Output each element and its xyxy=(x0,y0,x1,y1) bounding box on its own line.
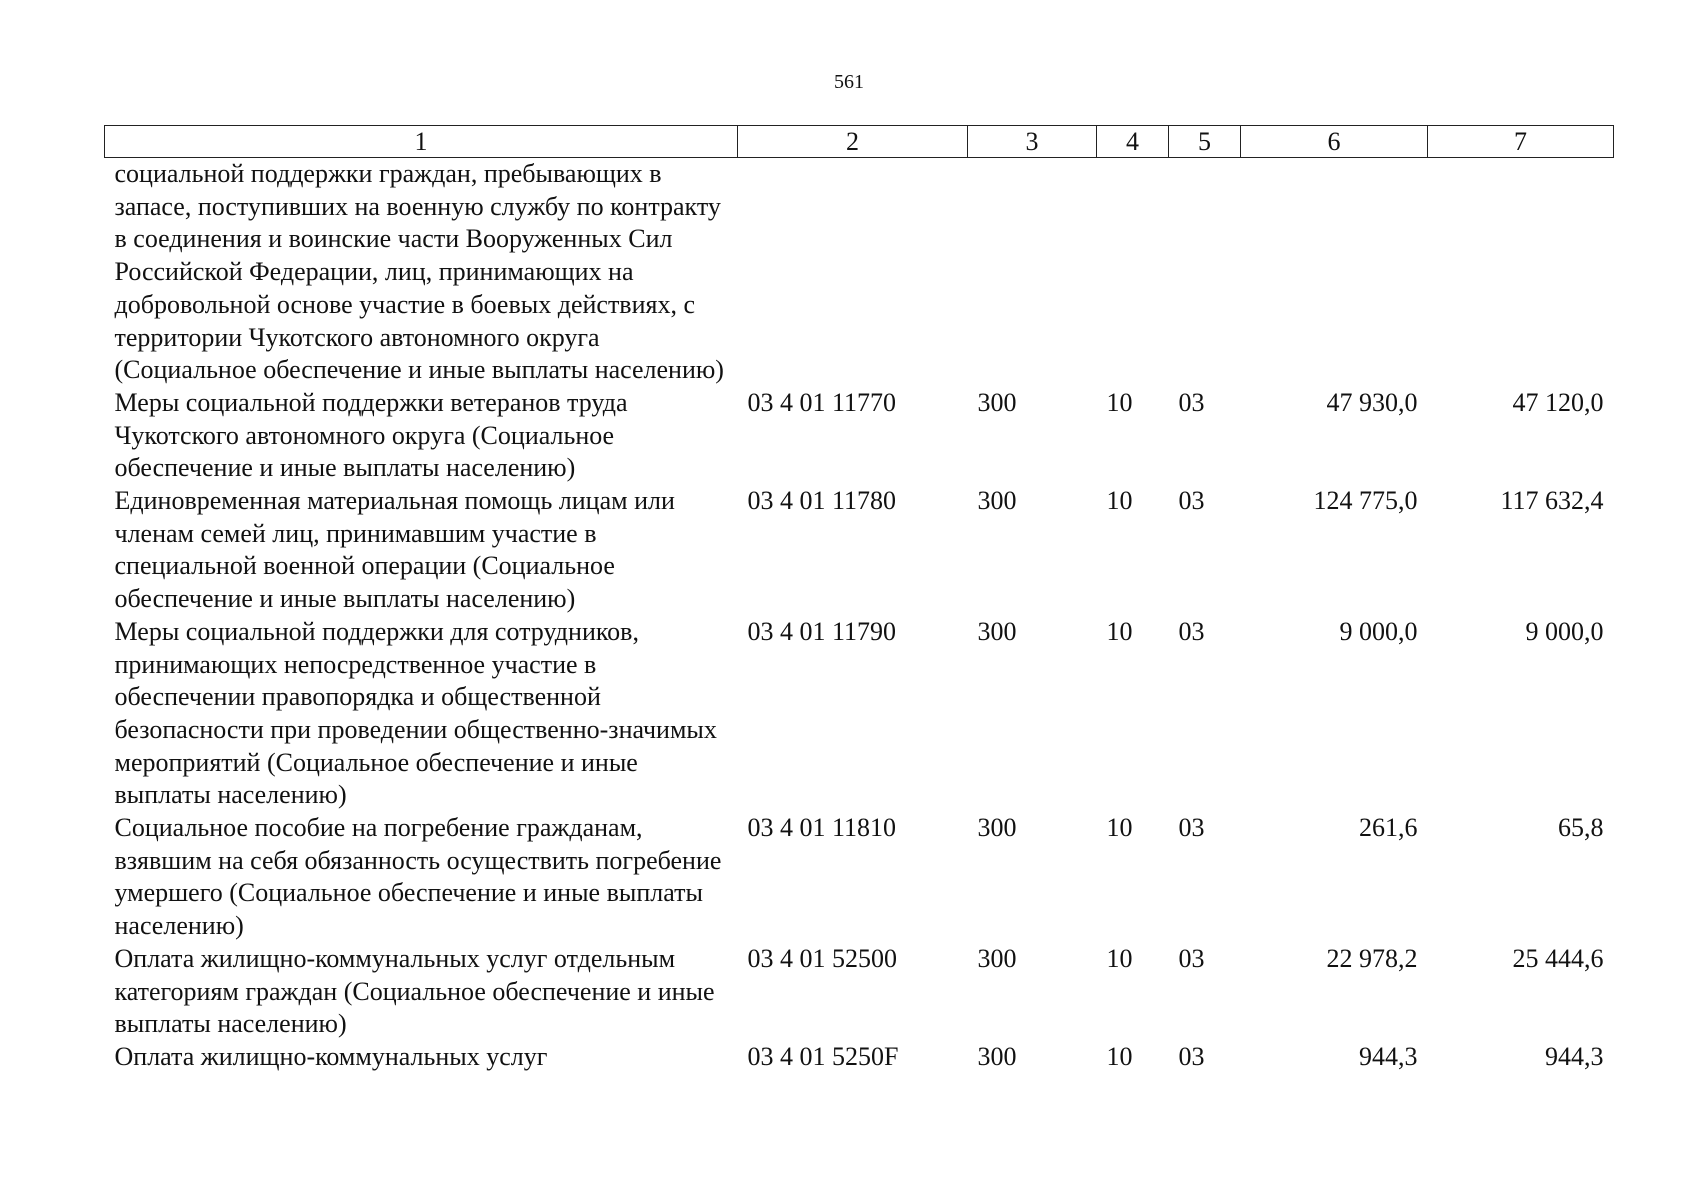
row-subsection: 03 xyxy=(1178,486,1205,516)
row-subsection: 03 xyxy=(1178,1041,1205,1071)
table-row xyxy=(105,812,1614,943)
row-amount-col6: 47 930,0 xyxy=(1326,387,1418,417)
row-section: 10 xyxy=(1106,387,1133,417)
row-description: Оплата жилищно-коммунальных услуг xyxy=(114,1041,548,1071)
column-header-2: 2 xyxy=(738,126,968,158)
table-header xyxy=(105,126,1614,158)
row-description: Социальное пособие на погребение гражданам, взявшим на себя обязанность осуществить погребение умершего (Социальное обеспечение и иные выплаты населению) xyxy=(114,813,722,941)
row-description: Меры социальной поддержки для сотрудников, принимающих непосредственное участие в обеспечении правопорядка и общественной безопасности при проведении общественно-значимых мероприятий (Социальное обеспечение и иные выплаты населению) xyxy=(114,616,717,810)
budget-table-container xyxy=(104,125,1613,1074)
row-target-code: 03 4 01 52500 xyxy=(747,943,897,973)
row-amount-col6: 124 775,0 xyxy=(1313,486,1418,516)
table-row xyxy=(105,387,1614,485)
row-amount-col7: 9 000,0 xyxy=(1525,616,1604,646)
row-target-code: 03 4 01 11770 xyxy=(747,387,897,417)
row-subsection xyxy=(1169,158,1241,387)
row-expense-type xyxy=(968,158,1097,387)
row-expense-type: 300 xyxy=(977,486,1017,516)
row-section xyxy=(1097,158,1169,387)
row-subsection: 03 xyxy=(1178,943,1205,973)
table-row xyxy=(105,485,1614,616)
column-header-3: 3 xyxy=(968,126,1097,158)
row-section: 10 xyxy=(1106,616,1133,646)
row-section: 10 xyxy=(1106,1041,1133,1071)
row-description: Меры социальной поддержки ветеранов труда Чукотского автономного округа (Социальное обеспечение и иные выплаты населению) xyxy=(114,387,628,483)
row-expense-type: 300 xyxy=(977,943,1017,973)
row-amount-col6: 261,6 xyxy=(1359,813,1418,843)
row-description: социальной поддержки граждан, пребывающих в запасе, поступивших на военную службу по контракту в соединения и воинские части Вооруженных Сил Российской Федерации, лиц, принимающих на добровольной основе участие в боевых действиях, с территории Чукотского автономного округа (Социальное обеспечение и иные выплаты населению) xyxy=(114,159,724,385)
table-row xyxy=(105,616,1614,812)
table-row xyxy=(105,943,1614,1041)
table-row xyxy=(105,1041,1614,1074)
row-section: 10 xyxy=(1106,943,1133,973)
row-amount-col6 xyxy=(1241,158,1428,387)
column-header-5: 5 xyxy=(1169,126,1241,158)
row-amount-col7: 47 120,0 xyxy=(1512,387,1604,417)
column-header-4: 4 xyxy=(1097,126,1169,158)
column-header-1: 1 xyxy=(105,126,738,158)
row-expense-type: 300 xyxy=(977,387,1017,417)
row-description: Единовременная материальная помощь лицам или членам семей лиц, принимавшим участие в специальной военной операции (Социальное обеспечение и иные выплаты населению) xyxy=(114,486,675,614)
row-expense-type: 300 xyxy=(977,813,1017,843)
budget-table xyxy=(104,125,1614,1074)
row-amount-col6: 944,3 xyxy=(1359,1041,1418,1071)
table-row xyxy=(105,158,1614,387)
row-amount-col7: 944,3 xyxy=(1545,1041,1604,1071)
table-body xyxy=(105,158,1614,1074)
row-expense-type: 300 xyxy=(977,616,1017,646)
row-amount-col6: 22 978,2 xyxy=(1326,943,1418,973)
row-expense-type: 300 xyxy=(977,1041,1017,1071)
row-target-code: 03 4 01 11810 xyxy=(747,813,897,843)
header-row xyxy=(105,126,1614,158)
row-target-code xyxy=(738,158,968,387)
row-section: 10 xyxy=(1106,486,1133,516)
row-description: Оплата жилищно-коммунальных услуг отдельным категориям граждан (Социальное обеспечение и иные выплаты населению) xyxy=(114,943,715,1039)
column-header-6: 6 xyxy=(1241,126,1428,158)
row-target-code: 03 4 01 11790 xyxy=(747,616,897,646)
row-amount-col6: 9 000,0 xyxy=(1339,616,1418,646)
row-amount-col7 xyxy=(1428,158,1614,387)
row-subsection: 03 xyxy=(1178,387,1205,417)
row-target-code: 03 4 01 5250F xyxy=(747,1041,899,1071)
row-amount-col7: 65,8 xyxy=(1558,813,1604,843)
row-subsection: 03 xyxy=(1178,813,1205,843)
row-amount-col7: 117 632,4 xyxy=(1500,486,1604,516)
row-target-code: 03 4 01 11780 xyxy=(747,486,897,516)
column-header-7: 7 xyxy=(1428,126,1614,158)
row-section: 10 xyxy=(1106,813,1133,843)
row-amount-col7: 25 444,6 xyxy=(1512,943,1604,973)
page-number: 561 xyxy=(834,71,864,93)
row-subsection: 03 xyxy=(1178,616,1205,646)
